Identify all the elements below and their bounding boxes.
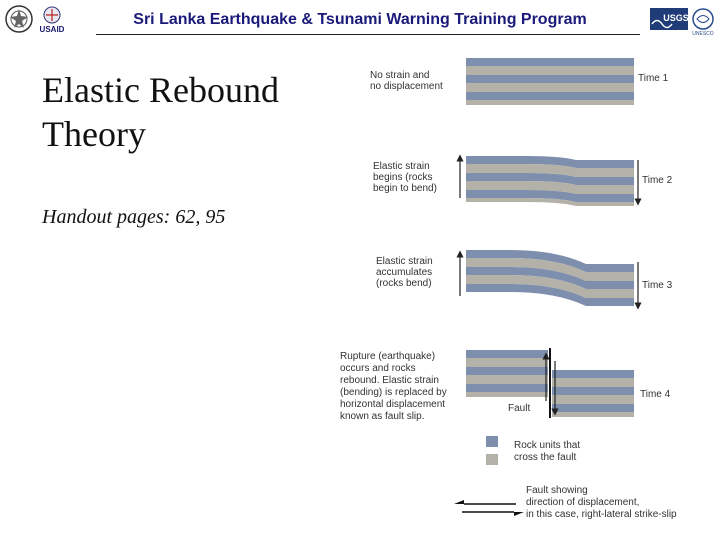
stage-1-time-label: Time 1 <box>638 73 669 84</box>
slide-title-line-1: Elastic Rebound <box>42 70 279 110</box>
stage-4-time-label: Time 4 <box>640 389 671 400</box>
legend-rock-swatch-blue <box>486 436 498 447</box>
stage-4-label-line-5: horizontal displacement <box>340 399 446 410</box>
stage-3-label-line-3: (rocks bend) <box>376 278 432 289</box>
slide-title-line-2: Theory <box>42 114 146 154</box>
stage-4-rock-layers-left <box>466 350 548 397</box>
stage-3 <box>376 250 673 306</box>
legend-rock-line-1: Rock units that <box>514 440 581 451</box>
slide-title <box>42 68 279 156</box>
stage-2-label-line-2: begins (rocks <box>373 172 433 183</box>
legend-fault-line-1: Fault showing <box>526 485 588 496</box>
stage-4-label-line-1: Rupture (earthquake) <box>340 351 436 362</box>
stage-3-label-line-2: accumulates <box>376 267 433 278</box>
legend-fault-line-3: in this case, right-lateral strike-slip <box>526 509 677 520</box>
stage-1-label-line-1: No strain and <box>370 70 430 81</box>
elastic-rebound-diagram <box>336 56 677 526</box>
stage-2 <box>373 156 673 206</box>
header-divider <box>96 34 640 35</box>
stage-1-rock-layers <box>466 58 634 105</box>
fault-label: Fault <box>508 403 531 414</box>
handout-pages: Handout pages: 62, 95 <box>42 206 226 228</box>
stage-1 <box>370 58 669 105</box>
stage-2-label-line-1: Elastic strain <box>373 161 430 172</box>
stage-4-label-line-3: rebound. Elastic strain <box>340 375 439 386</box>
legend-rock-swatch-gray <box>486 454 498 465</box>
legend-fault-arrows <box>454 500 524 516</box>
stage-3-time-label: Time 3 <box>642 280 673 291</box>
legend-rock-line-2: cross the fault <box>514 452 577 463</box>
stage-1-label-line-2: no displacement <box>370 81 443 92</box>
stage-3-rock-layers <box>466 250 634 306</box>
stage-2-label-line-3: begin to bend) <box>373 183 437 194</box>
usgs-logo-text: USGS <box>663 13 689 23</box>
stage-4-label-line-4: (bending) is replaced by <box>340 387 447 398</box>
stage-4-rock-layers-right <box>552 370 634 417</box>
program-title: Sri Lanka Earthquake & Tsunami Warning Training Program <box>133 11 587 28</box>
stage-4-label-line-2: occurs and rocks <box>340 363 416 374</box>
stage-4 <box>340 348 671 422</box>
legend-fault-line-2: direction of displacement, <box>526 497 640 508</box>
legend <box>454 436 677 520</box>
usaid-logo-text: USAID <box>39 25 65 34</box>
stage-3-label-line-1: Elastic strain <box>376 256 433 267</box>
unesco-logo-text: UNESCO <box>692 31 714 37</box>
stage-2-rock-layers <box>466 156 634 206</box>
stage-2-time-label: Time 2 <box>642 175 673 186</box>
stage-4-label-line-6: known as fault slip. <box>340 411 425 422</box>
